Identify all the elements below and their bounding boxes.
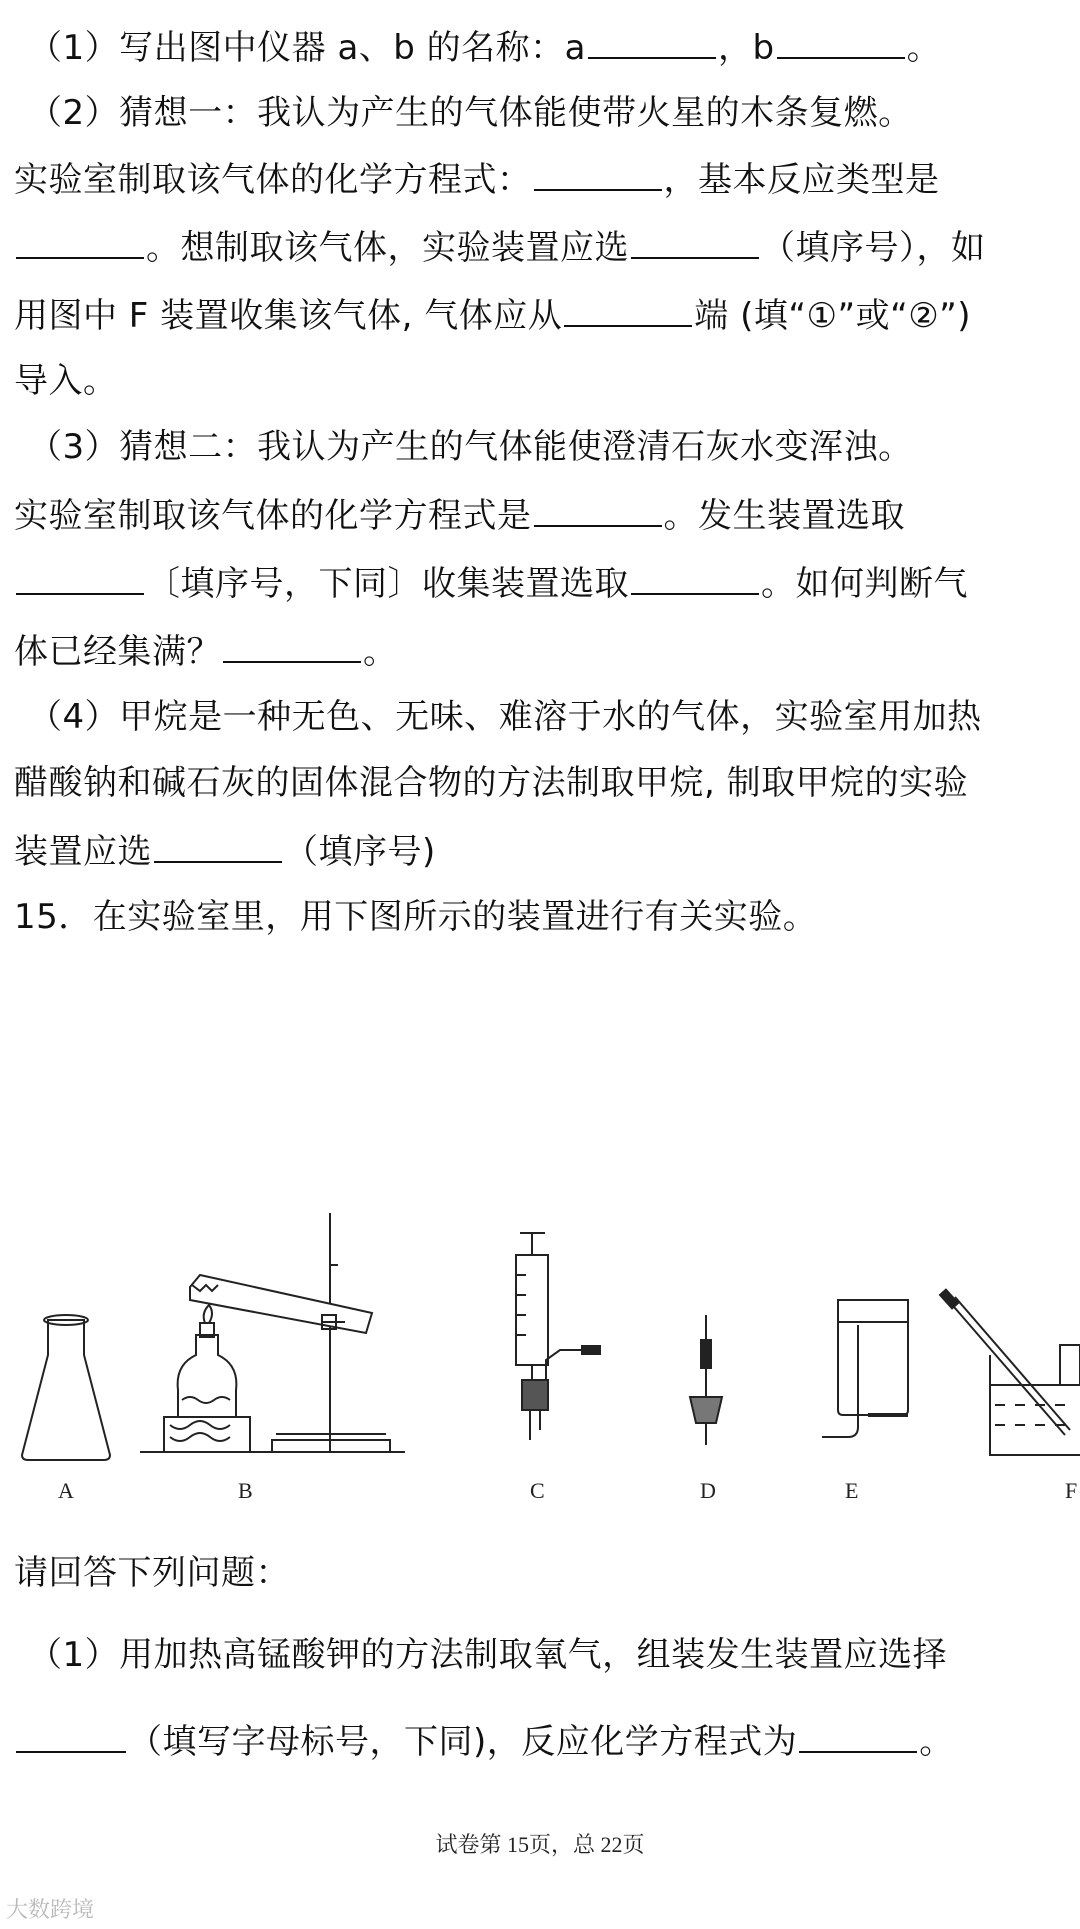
q14-part2-line3: 。想制取该气体，实验装置应选 （填序号），如 bbox=[14, 227, 986, 268]
gas-bottle-e bbox=[822, 1300, 908, 1437]
answer-blank[interactable] bbox=[564, 295, 692, 327]
q15-title: 15．在实验室里，用下图所示的装置进行有关实验。 bbox=[14, 897, 818, 937]
q14-part3-line4: 体已经集满？ 。 bbox=[14, 632, 398, 672]
figure-label-e: E bbox=[845, 1478, 859, 1503]
q14-part3-line3: 〔填序号，下同〕收集装置选取 。如何判断气 bbox=[14, 563, 968, 604]
answer-blank[interactable] bbox=[534, 495, 662, 527]
q14-part2-line5: 导入。 bbox=[14, 361, 118, 401]
figure-label-f: F bbox=[1065, 1478, 1078, 1503]
q14-part2-line2: 实验室制取该气体的化学方程式： ，基本反应类型是 bbox=[14, 160, 940, 200]
answer-blank[interactable] bbox=[16, 1721, 126, 1753]
conical-flask-a bbox=[22, 1315, 110, 1460]
answer-blank[interactable] bbox=[777, 27, 905, 59]
q14-part3-line2: 实验室制取该气体的化学方程式是 。发生装置选取 bbox=[14, 496, 905, 536]
q15-prompt: 请回答下列问题： bbox=[14, 1553, 290, 1593]
page-footer: 试卷第 15页，总 22页 bbox=[435, 1832, 645, 1857]
apparatus-figure bbox=[0, 1205, 1080, 1505]
q14-part4-line1: （4）甲烷是一种无色、无味、难溶于水的气体，实验室用加热 bbox=[28, 697, 982, 737]
q14-part4-line3: 装置应选 （填序号) bbox=[14, 832, 436, 872]
q14-part3-line1: （3）猜想二：我认为产生的气体能使澄清石灰水变浑浊。 bbox=[28, 427, 913, 467]
q14-part2-line4: 用图中 F 装置收集该气体, 气体应从 端 (填“①”或“②”) bbox=[14, 296, 972, 336]
q14-part4-line2: 醋酸钠和碱石灰的固体混合物的方法制取甲烷, 制取甲烷的实验 bbox=[14, 763, 969, 803]
q14-part1: （1）写出图中仪器 a、b 的名称：a ，b 。 bbox=[28, 28, 942, 68]
figure-label-d: D bbox=[700, 1478, 716, 1503]
answer-blank[interactable] bbox=[799, 1721, 917, 1753]
syringe-apparatus-c bbox=[516, 1233, 600, 1440]
answer-blank[interactable] bbox=[154, 831, 282, 863]
stopper-d bbox=[690, 1315, 722, 1445]
watermark: 大数跨境 bbox=[6, 1898, 95, 1923]
answer-blank[interactable] bbox=[631, 227, 759, 259]
answer-blank[interactable] bbox=[631, 563, 759, 595]
answer-blank[interactable] bbox=[223, 631, 361, 663]
q15-part1-line2: （填写字母标号，下同)，反应化学方程式为 。 bbox=[14, 1721, 954, 1762]
answer-blank[interactable] bbox=[588, 27, 716, 59]
figure-label-b: B bbox=[238, 1478, 253, 1503]
answer-blank[interactable] bbox=[16, 227, 144, 259]
answer-blank[interactable] bbox=[534, 159, 662, 191]
q14-part2-line1: （2）猜想一：我认为产生的气体能使带火星的木条复燃。 bbox=[28, 93, 913, 133]
water-trough-f bbox=[940, 1290, 1080, 1455]
q15-part1-line1: （1）用加热高锰酸钾的方法制取氧气，组装发生装置应选择 bbox=[28, 1635, 948, 1675]
figure-label-c: C bbox=[530, 1478, 545, 1503]
heating-apparatus-b bbox=[140, 1213, 405, 1452]
figure-label-a: A bbox=[58, 1478, 74, 1503]
answer-blank[interactable] bbox=[16, 563, 144, 595]
